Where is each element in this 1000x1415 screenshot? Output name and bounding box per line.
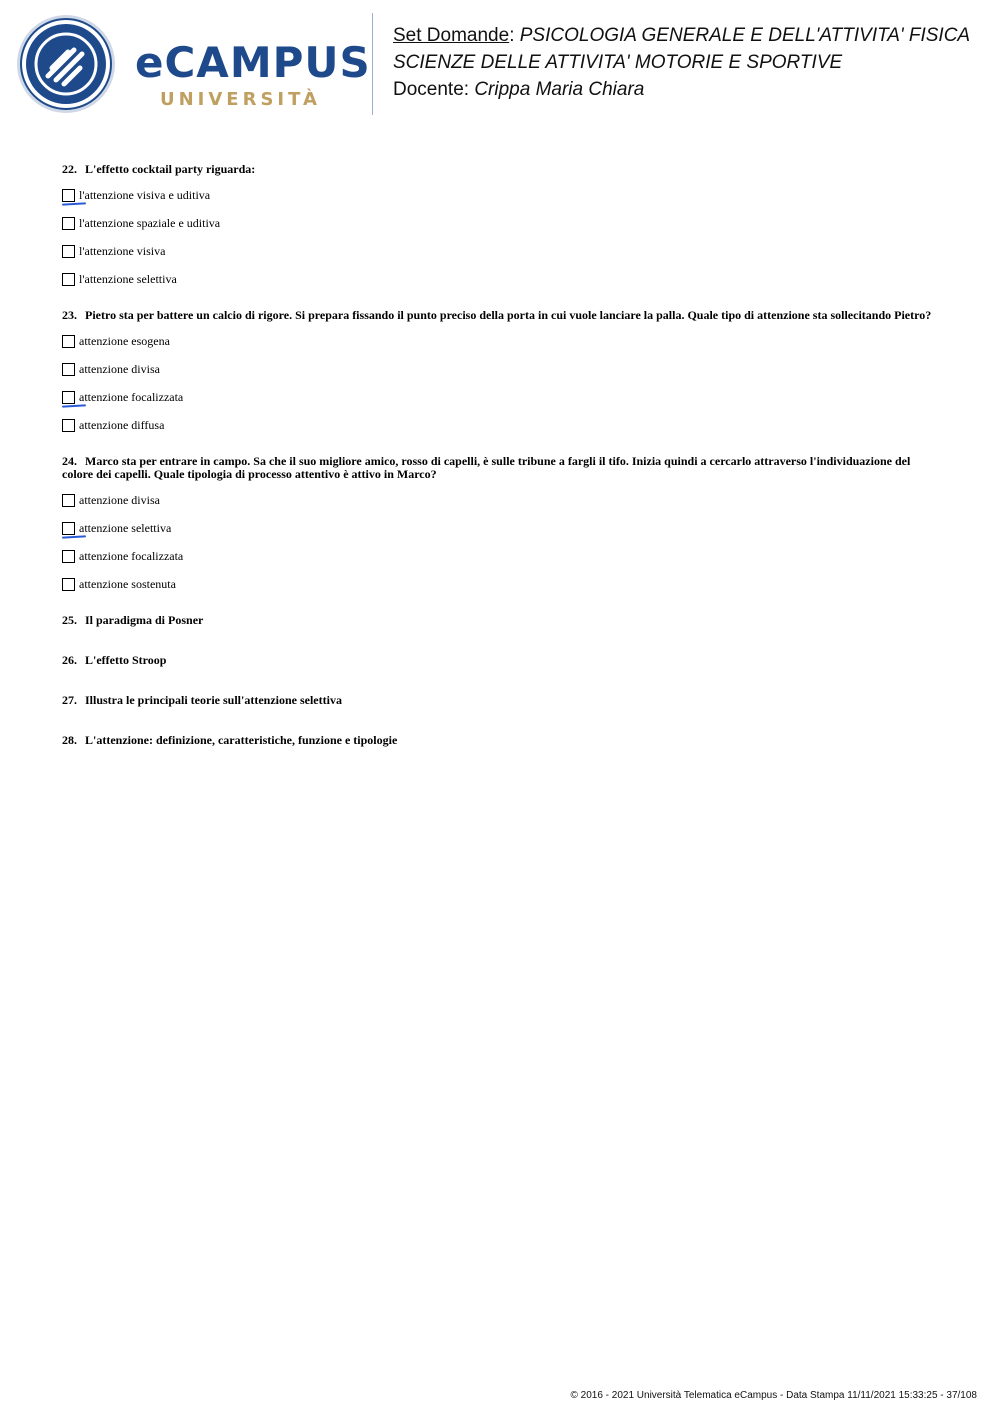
docente-label: Docente: [393,79,470,100]
checkbox[interactable] [62,391,75,404]
option[interactable]: attenzione divisa [62,361,942,377]
option[interactable]: attenzione focalizzata [62,389,942,405]
question-title: 23. Pietro sta per battere un calcio di rigore. Si prepara fissando il punto preciso della porta in cui vuole lanciare la palla. Quale tipo di attenzione sta sollecitando Pietro? [62,308,932,322]
checkbox[interactable] [62,273,75,286]
open-question-25: 25. Il paradigma di Posner [62,613,204,627]
option[interactable]: l'attenzione selettiva [62,271,942,287]
set-line: Set Domande: PSICOLOGIA GENERALE E DELL'ATTIVITA' FISICA [393,25,971,46]
checkbox[interactable] [62,189,75,202]
set-label: Set Domande [393,25,510,46]
question-list [62,163,942,774]
checkbox[interactable] [62,494,75,507]
course-title-1: PSICOLOGIA GENERALE E DELL'ATTIVITA' FISICA [519,25,971,46]
option[interactable]: attenzione diffusa [62,417,942,433]
header-divider [372,13,373,115]
question-23 [62,309,942,433]
course-title-2: SCIENZE DELLE ATTIVITA' MOTORIE E SPORTIVE [393,52,843,73]
checkbox[interactable] [62,419,75,432]
open-question-28: 28. L'attenzione: definizione, caratteristiche, funzione e tipologie [62,733,398,747]
checkbox[interactable] [62,245,75,258]
option[interactable]: l'attenzione visiva e uditiva [62,187,942,203]
logo-subtitle: UNIVERSITÀ [160,89,321,110]
option[interactable]: attenzione focalizzata [62,548,942,564]
option[interactable]: attenzione sostenuta [62,576,942,592]
docente-line [393,76,970,103]
ecampus-seal-logo [16,14,116,114]
option[interactable]: attenzione divisa [62,492,942,508]
checkbox[interactable] [62,217,75,230]
question-22 [62,163,942,287]
question-24 [62,455,942,592]
option[interactable]: attenzione selettiva [62,520,942,536]
docente-name: Crippa Maria Chiara [474,79,645,100]
checkbox[interactable] [62,550,75,563]
header-info [393,22,970,103]
checkbox[interactable] [62,335,75,348]
logo-wordmark: eCAMPUS [135,38,371,87]
open-question-26: 26. L'effetto Stroop [62,653,167,667]
question-title: 24. Marco sta per entrare in campo. Sa che il suo migliore amico, rosso di capelli, è sulle tribune a fargli il tifo. Inizia quindi a cercarlo attraverso l'individuazione del colore dei capelli. Quale tipologia di processo attentivo è attivo in Marco? [62,454,911,481]
question-title: 22. L'effetto cocktail party riguarda: [62,162,256,176]
checkbox[interactable] [62,363,75,376]
checkbox[interactable] [62,522,75,535]
option[interactable]: l'attenzione visiva [62,243,942,259]
checkbox[interactable] [62,578,75,591]
page-header [0,0,1000,130]
option[interactable]: l'attenzione spaziale e uditiva [62,215,942,231]
page-footer: © 2016 - 2021 Università Telematica eCampus - Data Stampa 11/11/2021 15:33:25 - 37/108 [570,1390,977,1401]
open-question-27: 27. Illustra le principali teorie sull'attenzione selettiva [62,693,342,707]
option[interactable]: attenzione esogena [62,333,942,349]
